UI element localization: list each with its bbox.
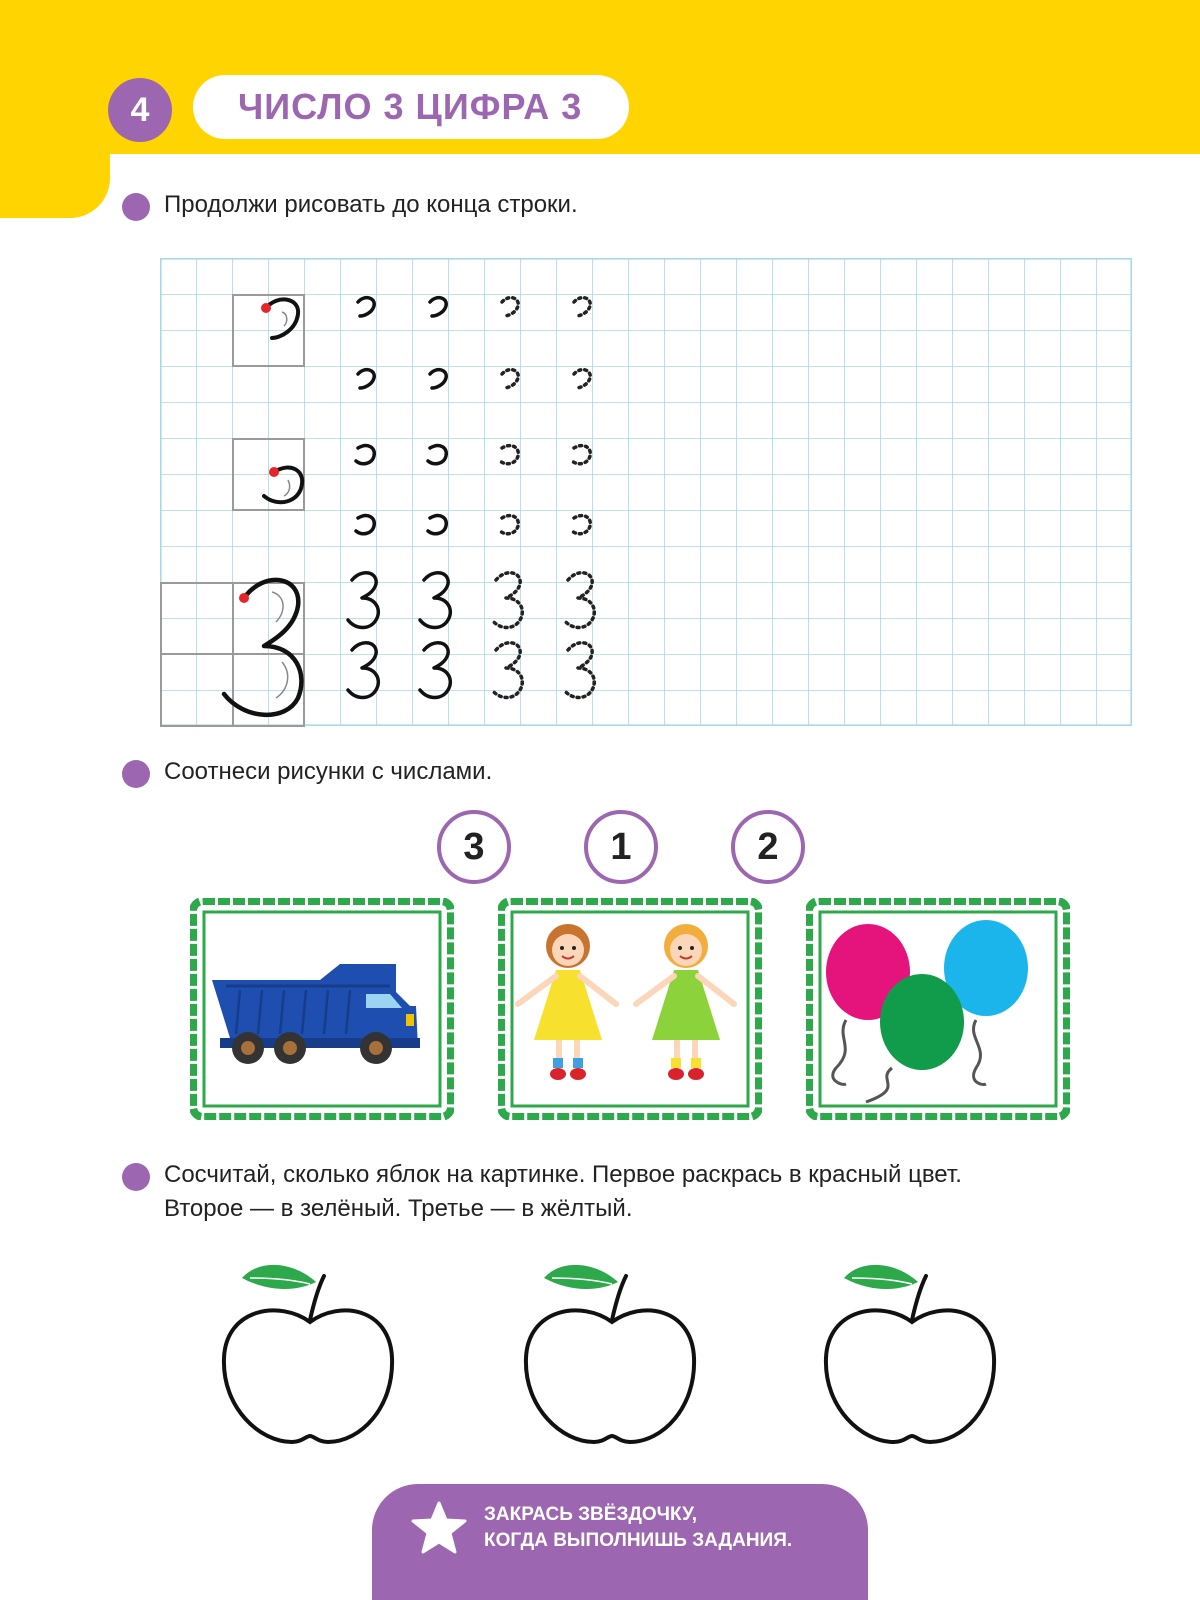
leaf-icon bbox=[844, 1265, 918, 1289]
footer-line-1: ЗАКРАСЬ ЗВЁЗДОЧКУ, bbox=[484, 1504, 698, 1525]
number-circle-3[interactable]: 3 bbox=[437, 810, 511, 884]
task-3-text-line-2: Второе — в зелёный. Третье — в жёлтый. bbox=[164, 1195, 633, 1222]
apple-outline-3[interactable] bbox=[822, 1248, 1002, 1448]
task-bullet bbox=[122, 1163, 150, 1191]
writing-grid[interactable] bbox=[160, 258, 1132, 728]
task-bullet bbox=[122, 760, 150, 788]
page-title: ЧИСЛО 3 ЦИФРА 3 bbox=[238, 86, 583, 127]
task-2-text: Соотнеси рисунки с числами. bbox=[164, 758, 493, 785]
task-3-text-line-1: Сосчитай, сколько яблок на картинке. Первое раскрась в красный цвет. bbox=[164, 1161, 962, 1188]
footer-line-2: КОГДА ВЫПОЛНИШЬ ЗАДАНИЯ. bbox=[484, 1530, 793, 1551]
task-1-text: Продолжи рисовать до конца строки. bbox=[164, 191, 578, 218]
header-tab bbox=[0, 150, 110, 218]
balloons-picture[interactable] bbox=[806, 898, 1070, 1120]
task-bullet bbox=[122, 193, 150, 221]
page-number: 4 bbox=[108, 78, 172, 142]
apple-outline-2[interactable] bbox=[522, 1248, 702, 1448]
leaf-icon bbox=[242, 1265, 316, 1289]
apple-outline-1[interactable] bbox=[220, 1248, 400, 1448]
title-pill bbox=[193, 75, 629, 139]
truck-picture[interactable] bbox=[190, 898, 454, 1120]
footer-banner bbox=[372, 1484, 868, 1600]
green-balloon bbox=[880, 974, 964, 1070]
dolls-picture[interactable] bbox=[498, 898, 762, 1120]
number-circle-2[interactable]: 2 bbox=[731, 810, 805, 884]
footer-text bbox=[484, 1502, 792, 1554]
leaf-icon bbox=[544, 1265, 618, 1289]
star-icon[interactable] bbox=[410, 1500, 468, 1556]
number-circle-1[interactable]: 1 bbox=[584, 810, 658, 884]
